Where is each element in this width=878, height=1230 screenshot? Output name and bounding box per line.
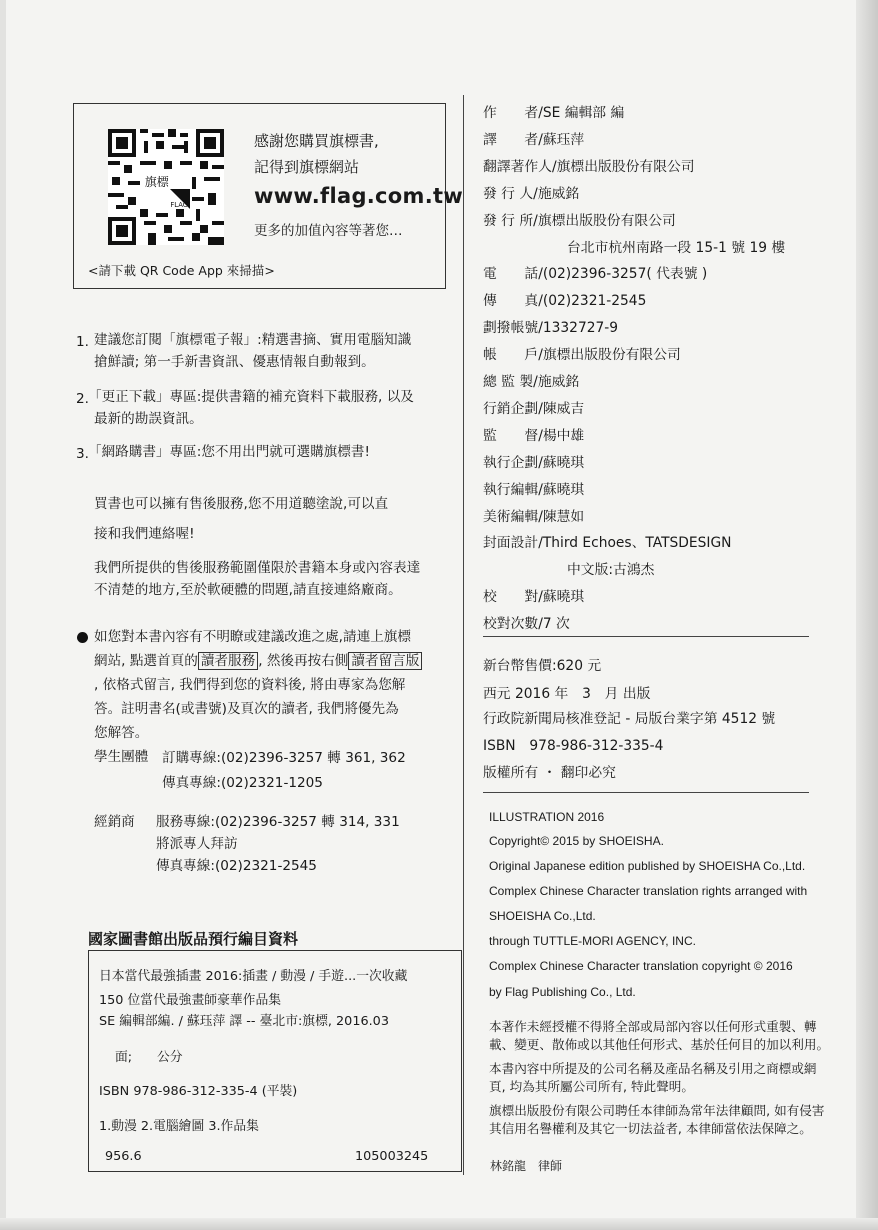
credit-row (483, 451, 584, 471)
legal-note2-line2: 頁, 均為其所屬公司所有, 特此聲明。 (489, 1079, 694, 1094)
english-line3: Original Japanese edition published by SHOEISHA Co.,Ltd. (489, 859, 806, 873)
svg-text:旗標: 旗標 (144, 175, 169, 190)
credit-row (483, 316, 618, 336)
website-url-link[interactable]: www.flag.com.tw (254, 184, 464, 208)
credit-value: /蘇曉琪 (538, 454, 585, 471)
distributor-label: 經銷商 (94, 814, 135, 830)
credit-row (483, 209, 676, 229)
credit-value: /1332727-9 (538, 320, 619, 337)
page-edge-right (856, 0, 878, 1230)
catalog-title: 國家圖書館出版品預行編目資料 (88, 930, 299, 948)
page-edge-left (0, 0, 6, 1230)
credit-value: /施威銘 (533, 374, 580, 390)
credit-role: 執行編輯 (483, 481, 539, 498)
english-line6: through TUTTLE-MORI AGENCY, INC. (489, 934, 696, 948)
student-group-label: 學生團體 (94, 749, 149, 765)
credit-role: 劃撥帳號 (483, 320, 539, 337)
credit-role: 校 對 (483, 589, 539, 606)
english-line2: Copyright© 2015 by SHOEISHA. (489, 834, 664, 848)
english-line4: Complex Chinese Character translation rights arranged with (489, 884, 808, 898)
english-line1: ILLUSTRATION 2016 (489, 810, 605, 824)
credit-value: /蘇曉琪 (538, 481, 585, 498)
credit-row (483, 262, 707, 282)
legal-note2-line1: 本書內容中所提及的公司名稱及產品名稱及引用之商標或網 (489, 1061, 817, 1076)
credit-row (483, 585, 584, 605)
after-sales-paragraph (94, 489, 388, 549)
credit-role: 作 者 (483, 105, 539, 121)
feedback-line1: 如您對本書內容有不明瞭或建議改進之處,請連上旗標 (94, 629, 411, 645)
catalog-pages: 面; (115, 1050, 133, 1065)
catalog-box (88, 950, 462, 1172)
item-1-number: 1. (76, 334, 89, 350)
credit-row (483, 424, 584, 444)
item-3-text: 「網路購書」專區:您不用出門就可選購旗標書! (88, 444, 370, 460)
svg-text:FLAG: FLAG (170, 201, 189, 209)
credit-value: /陳威吉 (538, 400, 585, 417)
credit-value: /施威銘 (533, 185, 580, 202)
credit-value: /(02)2396-3257( 代表號 ) (538, 266, 708, 283)
feedback-line2-b: , 然後再按右側 (258, 653, 349, 669)
credit-row (483, 612, 570, 632)
credit-row (483, 289, 646, 309)
qr-app-note: <請下載 QR Code App 來掃描> (88, 263, 275, 278)
after-sales-line2: 接和我們連絡喔! (94, 526, 195, 542)
distributor-fax-line: 傳真專線:(02)2321-2545 (156, 858, 317, 874)
reader-message-board-link[interactable]: 讀者留言版 (348, 652, 422, 670)
credit-row (483, 182, 579, 202)
catalog-size: 公分 (157, 1050, 183, 1065)
credit-role: 總 監 製 (483, 374, 534, 390)
credit-value: 中文版:古鴻杰 (567, 562, 655, 579)
catalog-line2: 150 位當代最強畫師豪華作品集 (99, 993, 282, 1008)
student-fax-line: 傳真專線:(02)2321-1205 (162, 775, 323, 791)
feedback-line2 (94, 649, 422, 673)
item-1-line1: 建議您訂閱「旗標電子報」:精選書摘、實用電腦知識 (94, 332, 412, 348)
credit-role: 譯 者 (483, 131, 539, 148)
distributor-visit-line: 將派專人拜訪 (156, 836, 238, 852)
english-line5: SHOEISHA Co.,Ltd. (489, 909, 596, 923)
item-2-line2: 最新的勘誤資訊。 (94, 411, 203, 427)
student-order-line: 訂購專線:(02)2396-3257 轉 361, 362 (162, 750, 406, 766)
credit-value: /楊中雄 (538, 427, 585, 444)
publish-date-line: 西元 2016 年 3 月 出版 (483, 686, 651, 702)
feedback-paragraph (94, 625, 422, 745)
column-divider (463, 95, 464, 1175)
credit-role: 校對次數 (483, 616, 539, 633)
service-scope-paragraph (94, 557, 420, 601)
credit-value: /旗標出版股份有限公司 (538, 347, 681, 364)
credit-role: 執行企劃 (483, 454, 539, 471)
credit-value: /Third Echoes、TATSDESIGN (538, 535, 732, 552)
rights-line: 版權所有 ・ 翻印必究 (483, 765, 616, 781)
qr-thanks-line2: 記得到旗標網站 (254, 158, 360, 176)
catalog-isbn: ISBN 978-986-312-335-4 (平裝) (99, 1084, 298, 1099)
credit-value: /旗標出版股份有限公司 (533, 212, 676, 229)
credit-value: /蘇曉琪 (538, 589, 585, 606)
credit-row (483, 531, 731, 551)
qr-more-text: 更多的加值內容等著您… (254, 223, 403, 239)
credit-role: 封面設計 (483, 535, 539, 552)
credit-role: 發 行 人 (483, 185, 534, 202)
credit-role: 帳 戶 (483, 347, 539, 364)
service-scope-line1: 我們所提供的售後服務範圍僅限於書籍本身或內容表達 (94, 560, 421, 576)
distributor-service-line: 服務專線:(02)2396-3257 轉 314, 331 (156, 814, 400, 830)
feedback-line5: 您解答。 (94, 725, 149, 741)
credit-row (483, 397, 584, 417)
item-1-text (94, 329, 411, 373)
credit-row (483, 370, 579, 390)
legal-note1-line2: 載、變更、散佈或以其他任何形式、基於任何目的加以利用。 (489, 1037, 830, 1052)
catalog-subjects: 1.動漫 2.電腦繪圖 3.作品集 (99, 1119, 259, 1134)
divider-price (483, 636, 809, 637)
credit-value: /陳慧如 (538, 508, 585, 525)
credit-value: /蘇珏萍 (538, 131, 585, 148)
reader-service-link[interactable]: 讀者服務 (198, 652, 258, 670)
credit-role: 監 督 (483, 427, 539, 444)
credit-value: /(02)2321-2545 (538, 293, 647, 310)
credit-role: 行銷企劃 (483, 400, 539, 417)
credit-row (483, 155, 695, 175)
registration-line: 行政院新聞局核准登記 - 局版台業字第 4512 號 (483, 711, 776, 727)
credit-role: 電 話 (483, 266, 539, 283)
item-2-text (88, 386, 414, 430)
catalog-class-number: 956.6 (105, 1149, 142, 1164)
qr-thanks-line1: 感謝您購買旗標書, (254, 132, 379, 150)
legal-note3-line2: 其信用名譽權利及其它一切法益者, 本律師當依法保障之。 (489, 1121, 812, 1136)
item-3-number: 3. (76, 446, 89, 462)
distributor-contacts (156, 811, 400, 877)
qr-code-icon[interactable] (108, 128, 224, 246)
credit-row (483, 128, 584, 148)
catalog-line3: SE 編輯部編. / 蘇珏萍 譯 -- 臺北市:旗標, 2016.03 (99, 1014, 389, 1029)
legal-note3-line1: 旗標出版股份有限公司聘任本律師為常年法律顧問, 如有侵害 (489, 1103, 825, 1118)
credit-value: /7 次 (538, 616, 570, 633)
bullet-dot (77, 632, 88, 643)
item-2-number: 2. (76, 391, 89, 407)
lawyer-signature: 林銘龍 律師 (490, 1159, 563, 1173)
feedback-line2-a: 網站, 點選首頁的 (94, 653, 198, 669)
service-scope-line2: 不清楚的地方,至於軟硬體的問題,請直接連絡廠商。 (94, 582, 402, 598)
credit-role: 發 行 所 (483, 212, 534, 229)
catalog-line1: 日本當代最強插畫 2016:插畫 / 動漫 / 手遊...一次收藏 (99, 969, 408, 984)
price-line: 新台幣售價:620 元 (483, 658, 602, 674)
credit-row (483, 505, 584, 525)
english-line8: by Flag Publishing Co., Ltd. (489, 985, 636, 999)
credit-row (483, 101, 624, 121)
credit-value: 台北市杭州南路一段 15-1 號 19 樓 (567, 239, 786, 256)
english-line7: Complex Chinese Character translation copyright © 2016 (489, 959, 793, 973)
credit-value: /旗標出版股份有限公司 (551, 158, 695, 175)
credit-role: 翻譯著作人 (483, 158, 552, 175)
feedback-line4: 答。註明書名(或書號)及頁次的讀者, 我們將優先為 (94, 701, 399, 717)
credit-row (483, 343, 681, 363)
divider-english (483, 792, 809, 793)
qr-thanks-text (254, 128, 379, 180)
item-2-line1: 「更正下載」專區:提供書籍的補充資料下載服務, 以及 (88, 389, 414, 405)
student-group-contacts (162, 746, 406, 796)
credit-row (567, 236, 785, 256)
credit-role: 傳 真 (483, 293, 539, 310)
feedback-line3: , 依格式留言, 我們得到您的資料後, 將由專家為您解 (94, 677, 406, 693)
catalog-record-number: 105003245 (355, 1149, 429, 1164)
after-sales-line1: 買書也可以擁有售後服務,您不用道聽塗說,可以直 (94, 496, 389, 512)
credit-value: /SE 編輯部 編 (538, 105, 625, 121)
credit-row (483, 478, 584, 498)
isbn-line: ISBN 978-986-312-335-4 (483, 738, 664, 754)
qr-promo-box (73, 103, 464, 289)
credit-role: 美術編輯 (483, 508, 539, 525)
item-1-line2: 搶鮮讀; 第一手新書資訊、優惠情報自動報到。 (94, 354, 375, 370)
legal-note1-line1: 本著作未經授權不得將全部或局部內容以任何形式重製、轉 (489, 1019, 817, 1034)
page-edge-bottom (0, 1218, 878, 1230)
credit-row (567, 558, 654, 578)
